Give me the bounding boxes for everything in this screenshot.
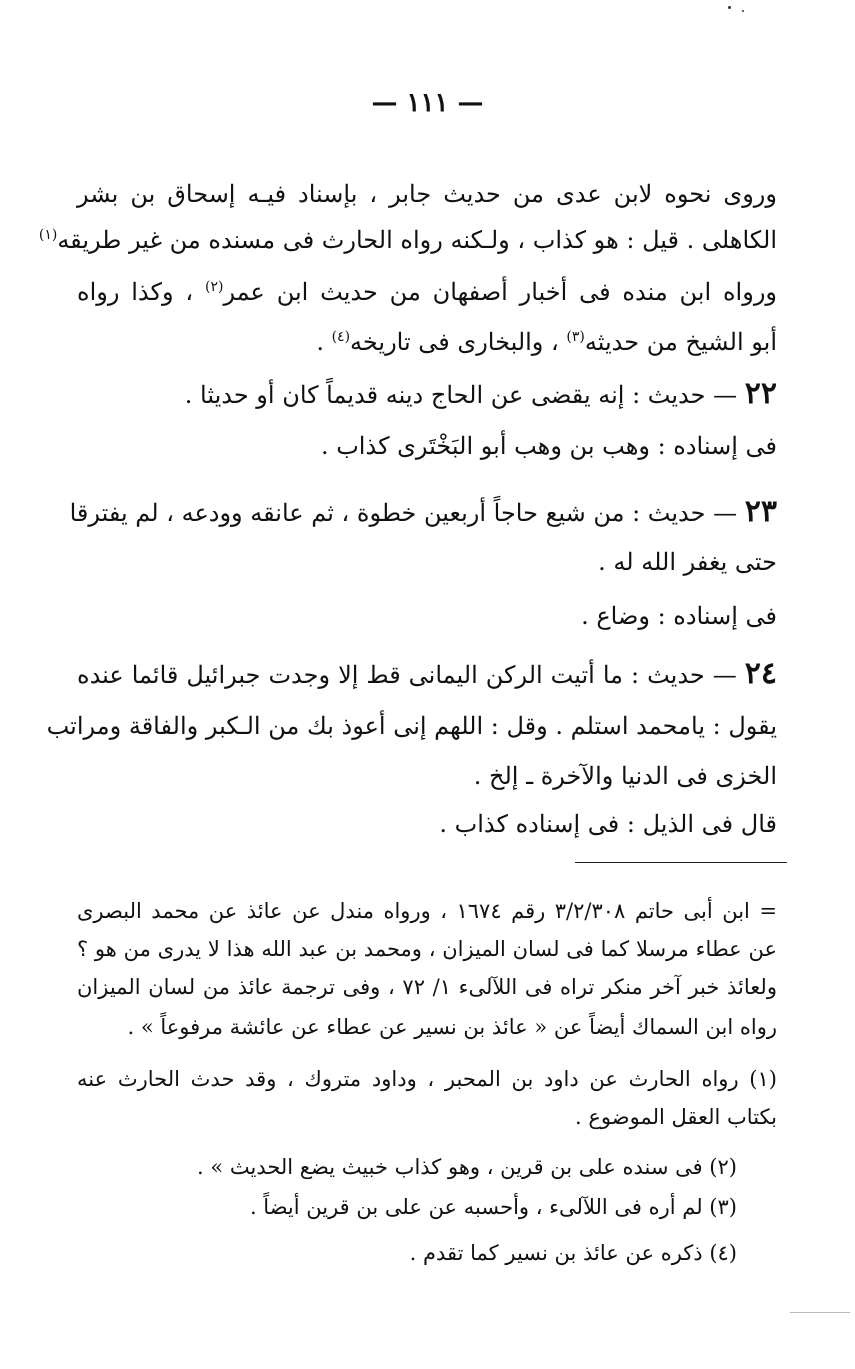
hadith-22-number: ٢٢ [744,376,777,411]
footnote-continued-line-3: ولعائذ خبر آخر منكر تراه فى اللآلىء ١/ ٧٢ ، وفى ترجمة عائذ من لسان الميزان [77,975,777,999]
footnote-continued-line-2: عن عطاء مرسلا كما فى لسان الميزان ، ومحمد بن عبد الله هذا لا يدرى من هو ؟ [77,937,777,961]
hadith-22-line [77,378,777,412]
footnote-mark-3: (٣) [566,329,585,345]
body-line-3-text: ورواه ابن منده فى أخبار أصفهان من حديث ابن عمر [223,278,777,306]
hadith-23-text: — حديث : من شيع حاجاً أربعين خطوة ، ثم عانقه وودعه ، لم يفترقا [69,499,738,527]
footnote-mark-2: (٢) [204,279,224,295]
scan-edge-line [790,1312,850,1313]
hadith-23-isnad: فى إسناده : وضاع . [581,602,777,630]
hadith-23-text-cont: حتى يغفر الله له . [598,548,777,576]
hadith-24-text: — حديث : ما أتيت الركن اليمانى قط إلا وجدت جبرائيل قائما عنده [77,661,737,689]
body-line-2-text: الكاهلى . قيل : هو كذاب ، ولـكنه رواه الحارث فى مسنده من غير طريقه [57,226,777,254]
footnote-mark-4: (٤) [331,329,351,345]
footnote-2: (٢) فى سنده على بن قرين ، وهو كذاب خبيث يضع الحديث » . [196,1155,737,1179]
hadith-23-number: ٢٣ [744,494,777,529]
hadith-24-text-cont-2: الخزى فى الدنيا والآخرة ـ إلخ . [473,762,777,790]
hadith-22-text: — حديث : إنه يقضى عن الحاج دينه قديماً كان أو حديثا . [184,381,738,409]
footnote-3: (٣) لم أره فى اللآلىء ، وأحسبه عن على بن قرين أيضاً . [249,1195,737,1219]
hadith-24-line [77,658,777,692]
body-line-4-text: أبو الشيخ من حديثه [584,328,777,356]
footnote-1-line-1: (١) رواه الحارث عن داود بن المحبر ، وداود متروك ، وقد حدث الحارث عنه [77,1067,777,1091]
footnote-mark-1: (١) [38,227,58,243]
hadith-23-line [69,494,777,530]
body-line-3-tail: ، وكذا رواه [77,278,194,306]
hadith-24-text-cont-1: يقول : يامحمد استلم . وقل : اللهم إنى أعوذ بك من الـكبر والفاقة ومراتب [46,712,777,740]
footnote-continued-line-1: = ابن أبى حاتم ٣/٢/٣٠٨ رقم ١٦٧٤ ، ورواه مندل عن عائذ عن محمد البصرى [77,899,777,923]
footnote-1-line-2: بكتاب العقل الموضوع . [575,1105,777,1129]
footnote-divider [575,862,787,863]
hadith-24-note: قال فى الذيل : فى إسناده كذاب . [439,810,777,838]
body-line-2 [38,224,777,258]
hadith-24-number: ٢٤ [744,656,777,691]
body-line-4 [77,326,777,360]
footnote-4: (٤) ذكره عن عائذ بن نسير كما تقدم . [409,1241,737,1265]
hadith-22-isnad: فى إسناده : وهب بن وهب أبو البَخْتَرى كذاب . [320,432,777,460]
body-line-4-end: . [316,328,332,356]
scan-speck [742,10,744,12]
scan-speck [728,6,731,9]
body-line-1: وروى نحوه لابن عدى من حديث جابر ، بإسناد فيـه إسحاق بن بشر [77,180,777,208]
page-number: — ١١١ — [371,88,484,118]
body-line-3 [77,276,777,310]
footnote-continued-line-4: رواه ابن السماك أيضاً عن « عائذ بن نسير عن عطاء عن عائشة مرفوعاً » . [127,1015,777,1039]
body-line-4-mid: ، والبخارى فى تاريخه [350,328,559,356]
